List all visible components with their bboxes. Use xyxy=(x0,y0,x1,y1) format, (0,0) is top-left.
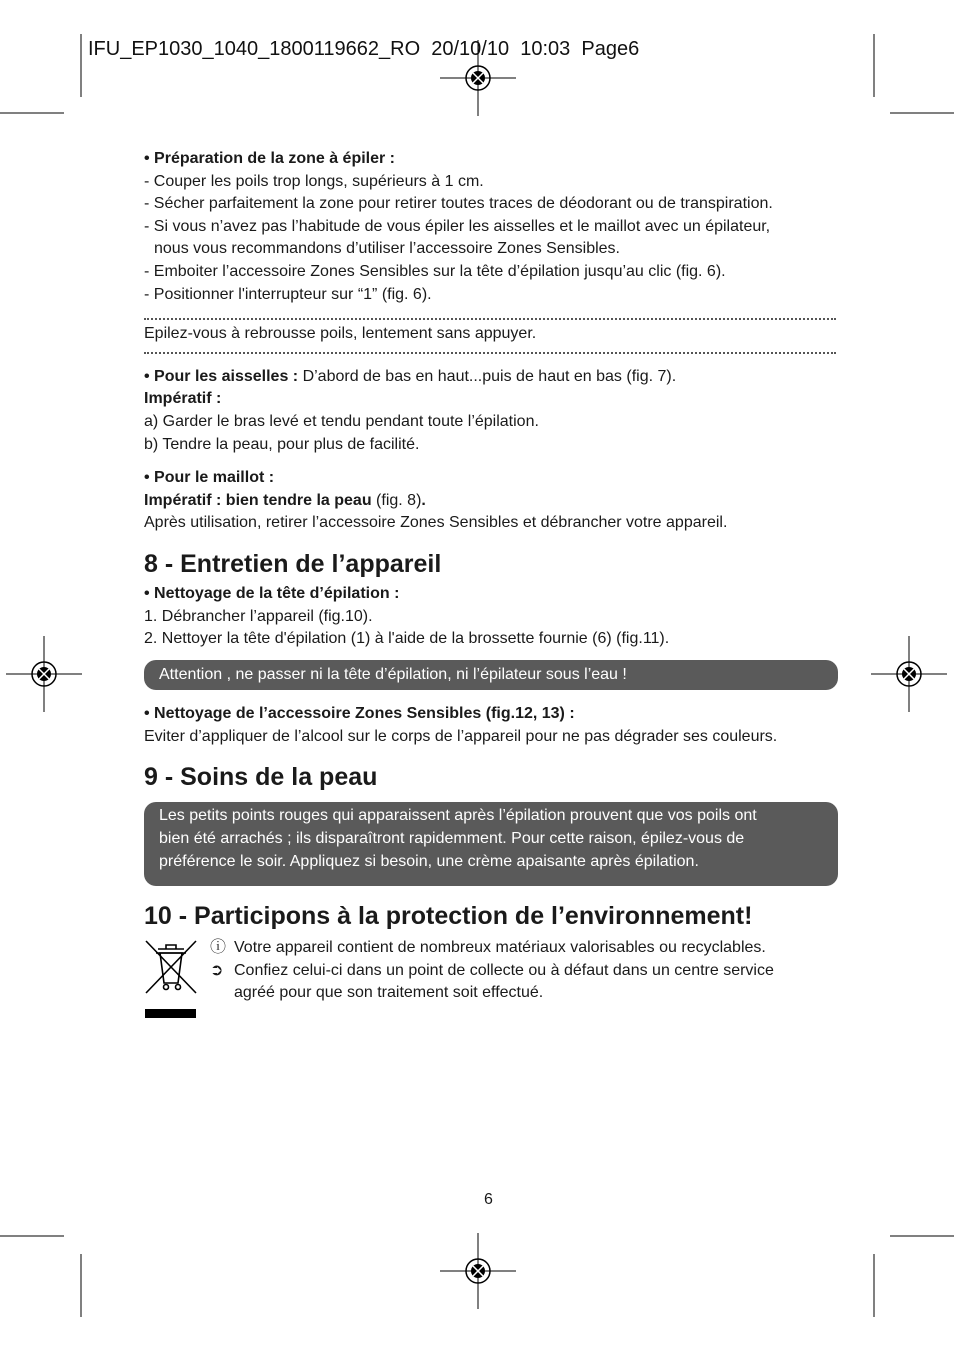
info-icon: ⓘ xyxy=(210,939,227,957)
print-header: IFU_EP1030_1040_1800119662_RO 20/10/10 10:03 Page6 xyxy=(88,38,640,60)
clean-head: • Nettoyage de la tête d’épilation : xyxy=(144,584,400,602)
armpits-label: • Pour les aisselles : xyxy=(144,367,299,385)
skin-care-line: bien été arrachés ; ils disparaîtront rapidemment. Pour cette raison, épilez-vous de xyxy=(159,830,745,848)
bikini-dot: . xyxy=(421,491,426,509)
environment-text xyxy=(210,937,774,1005)
prep-item: - Si vous n’avez pas l’habitude de vous épiler les aisselles et le maillot avec un épilateur, xyxy=(144,217,771,235)
clean-step-1: 1. Débrancher l’appareil (fig.10). xyxy=(144,607,373,625)
warning-box: Attention , ne passer ni la tête d’épilation, ni l’épilateur sous l’eau ! xyxy=(144,660,838,691)
prep-item: - Positionner l'interrupteur sur “1” (fig. 6). xyxy=(144,285,432,303)
tip-text: Epilez-vous à rebrousse poils, lentement sans appuyer. xyxy=(144,325,537,343)
clean-step-2: 2. Nettoyer la tête d'épilation (1) à l'aide de la brossette fournie (6) (fig.11). xyxy=(144,630,670,648)
prep-item: - Couper les poils trop longs, supérieurs à 1 cm. xyxy=(144,172,484,190)
armpits-line xyxy=(144,366,838,389)
arrow-text-cont: agréé pour que son traitement soit effectué. xyxy=(234,984,544,1002)
skin-care-line: préférence le soir. Appliquez si besoin, une crème apaisante après épilation. xyxy=(159,852,699,870)
bikini-imperatif: Impératif : bien tendre la peau xyxy=(144,491,372,509)
armpits-a: a) Garder le bras levé et tendu pendant toute l’épilation. xyxy=(144,412,539,430)
arrow-icon: ➲ xyxy=(210,961,224,979)
skin-care-box xyxy=(144,802,838,886)
info-text: Votre appareil contient de nombreux matériaux valorisables ou recyclables. xyxy=(234,939,766,957)
prep-item: - Emboiter l’accessoire Zones Sensibles sur la tête d’épilation jusqu’au clic (fig. 6). xyxy=(144,262,726,280)
page-number: 6 xyxy=(484,1191,493,1208)
page-content xyxy=(144,148,838,1027)
section-8-title: 8 - Entretien de l’appareil xyxy=(144,549,442,578)
section-9-title: 9 - Soins de la peau xyxy=(144,763,378,792)
bikini-imperatif-line xyxy=(144,490,838,513)
prep-title: • Préparation de la zone à épiler : xyxy=(144,150,396,167)
accessory-text: Eviter d’appliquer de l’alcool sur le corps de l’appareil pour ne pas dégrader ses couleurs. xyxy=(144,727,778,745)
bikini-label: • Pour le maillot : xyxy=(144,469,275,487)
bikini-after: Après utilisation, retirer l’accessoire Zones Sensibles et débrancher votre appareil. xyxy=(144,514,728,532)
armpits-imperatif: Impératif : xyxy=(144,390,222,408)
armpits-text: D’abord de bas en haut...puis de haut en bas (fig. 7). xyxy=(298,367,677,385)
environment-block xyxy=(144,937,838,1027)
accessory-head: • Nettoyage de l’accessoire Zones Sensibles (fig.12, 13) : xyxy=(144,705,575,723)
skin-care-line: Les petits points rouges qui apparaissent après l’épilation prouvent que vos poils ont xyxy=(159,807,757,825)
registration-mark-right-icon xyxy=(871,636,947,712)
arrow-row-cont xyxy=(210,982,774,1005)
crossed-bin-icon xyxy=(144,937,198,1027)
arrow-row xyxy=(210,960,774,983)
registration-mark-left-icon xyxy=(6,636,82,712)
armpits-b: b) Tendre la peau, pour plus de facilité. xyxy=(144,435,420,453)
arrow-text: Confiez celui-ci dans un point de collecte ou à défaut dans un centre service xyxy=(234,961,774,979)
bikini-fig: (fig. 8) xyxy=(371,491,422,509)
registration-mark-bottom-icon xyxy=(440,1233,516,1309)
info-row xyxy=(210,937,774,960)
prep-item: nous vous recommandons d’utiliser l’accessoire Zones Sensibles. xyxy=(154,240,620,258)
section-10-title: 10 - Participons à la protection de l’environnement! xyxy=(144,902,753,931)
prep-item: - Sécher parfaitement la zone pour retirer toutes traces de déodorant ou de transpiration. xyxy=(144,195,773,213)
